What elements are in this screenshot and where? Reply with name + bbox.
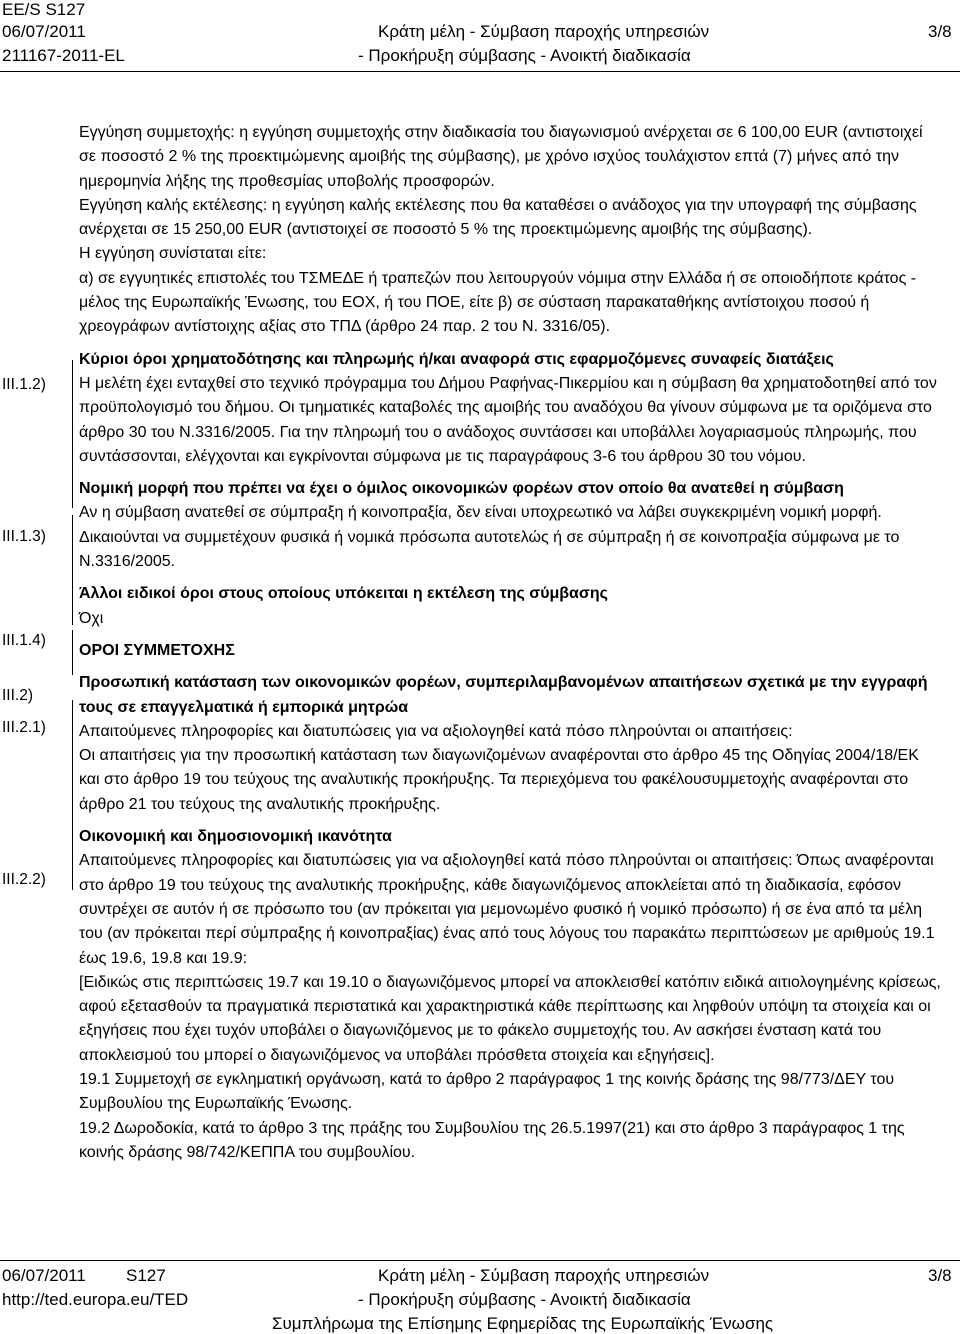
section-number-column	[0, 0, 82, 1334]
header-title-line1: Κράτη μέλη - Σύμβαση παροχής υπηρεσιών	[378, 22, 710, 41]
guarantee-options-paragraph: α) σε εγγυητικές επιστολές του ΤΣΜΕΔΕ ή τραπεζών που λειτουργούν νόμιμα στην Ελλάδα ή σε οποιοδήποτε κράτος - μέλος της Ευρωπαϊκής Ένωσης, του ΕΟΧ, ή του ΠΟΕ, είτε β) σε σύσταση παρακαταθήκης αντίστοιχου ποσού ή χρεογράφων αντίστοιχης αξίας στο ΤΠΔ (άρθρο 24 παρ. 2 του Ν. 3316/05).	[79, 269, 917, 336]
personal-situation-heading: Προσωπική κατάσταση των οικονομικών φορέων, συμπεριλαμβανομένων απαιτήσεων σχετικά με την εγγραφή τους σε επαγγελματικά ή εμπορικά μητρώα	[79, 674, 928, 716]
economic-capacity-note: [Ειδικώς στις περιπτώσεις 19.7 και 19.10 ο διαγωνιζόμενος μπορεί να αποκλεισθεί κατόπιν ειδικά αιτιολογημένης κρίσεως, αφού εξετασθούν τα πραγματικά περιστατικά και χαρακτηριστικά κάθε περίπτωσης και ληφθούν υπόψη τα στοιχεία και οι εξηγήσεις που έχει τυχόν υποβάλει ο διαγωνιζόμενος με το φάκελο συμμετοχής του. Αν ασκήσει ένσταση κατά του αποκλεισμού του μπορεί ο διαγωνιζόμενος να υποβάλει πρόσθετα στοιχεία και εξηγήσεις].	[79, 973, 941, 1064]
section-divider-line	[72, 515, 73, 625]
economic-capacity-item: 19.2 Δωροδοκία, κατά το άρθρο 3 της πράξης του Συμβουλίου της 26.5.1997(21) και στο άρθρο 3 παράγραφος 1 της κοινής δράσης 98/742/ΚΕΠΠΑ του συμβουλίου.	[79, 1119, 905, 1161]
financing-heading: Κύριοι όροι χρηματοδότησης και πληρωμής ή/και αναφορά στις εφαρμοζόμενες συναφείς διατάξεις	[79, 350, 834, 368]
personal-situation-paragraph: Οι απαιτήσεις για την προσωπική κατάσταση των διαγωνιζομένων αναφέρονται στο άρθρο 45 της Οδηγίας 2004/18/ΕΚ και στο άρθρο 19 του τεύχους της αναλυτικής προκήρυξης. Τα περιεχόμενα του φακέλουσυμμετοχής αναφέρονται στο άρθρο 21 του τεύχους της αναλυτικής προκήρυξης.	[79, 747, 919, 813]
legal-form-heading: Νομική μορφή που πρέπει να έχει ο όμιλος οικονομικών φορέων στον οποίο θα ανατεθεί η σύμβαση	[79, 480, 844, 498]
section-label: III.2)	[2, 687, 34, 704]
header-ref: 211167-2011-EL	[2, 46, 125, 65]
footer-rule	[0, 1260, 960, 1261]
section-divider-line	[72, 630, 73, 675]
header-date: 06/07/2011	[2, 22, 86, 41]
financing-paragraph: Η μελέτη έχει ενταχθεί στο τεχνικό πρόγραμμα του Δήμου Ραφήνας-Πικερμίου και η σύμβαση θα χρηματοδοτηθεί από τον προϋπολογισμό του δήμου. Οι τμηματικές καταβολές της αμοιβής του αναδόχου θα γίνουν σύμφωνα με τα οριζόμενα στο άρθρο 30 του Ν.3316/2005. Για την πληρωμή του ο ανάδοχος συντάσσει και υποβάλλει λογαριασμούς πληρωμής, που συντάσσονται, ελέγχονται και εγκρίνονται σύμφωνα με τις παραγράφους 3-6 του άρθρου 30 του νόμου.	[79, 374, 937, 465]
footer-code: S127	[126, 1266, 166, 1285]
footer-page-number: 3/8	[928, 1266, 952, 1285]
doc-code: EE/S S127	[2, 0, 86, 19]
section-label: III.1.4)	[2, 632, 46, 649]
section-label: III.1.3)	[2, 528, 46, 545]
section-divider-line	[72, 700, 73, 890]
personal-situation-intro: Απαιτούμενες πληροφορίες και διατυπώσεις για να αξιολογηθεί κατά πόσο πληρούνται οι απαιτήσεις:	[79, 722, 793, 740]
footer-title-line1: Κράτη μέλη - Σύμβαση παροχής υπηρεσιών	[378, 1266, 710, 1285]
footer-title-line3: Συμπλήρωμα της Επίσημης Εφημερίδας της Ευρωπαϊκής Ένωσης	[272, 1314, 774, 1333]
performance-guarantee-paragraph: Εγγύηση καλής εκτέλεσης: η εγγύηση καλής εκτέλεσης που θα καταθέσει ο ανάδοχος για την υπογραφή της σύμβασης ανέρχεται σε 15 250,00 EUR (αντιστοιχεί σε ποσοστό 5 % της προεκτιμώμενης αμοιβής της σύμβασης).	[79, 196, 917, 239]
footer-title-line2: - Προκήρυξη σύμβασης - Ανοικτή διαδικασία	[358, 1290, 691, 1309]
section-divider-line	[72, 360, 73, 508]
section-label: III.2.1)	[2, 719, 46, 736]
page-header	[0, 0, 960, 80]
economic-capacity-item: 19.1 Συμμετοχή σε εγκληματική οργάνωση, κατά το άρθρο 2 παράγραφος 1 της κοινής δράσης της 98/773/ΔΕΥ του Συμβουλίου της Ευρωπαϊκής Ένωσης.	[79, 1070, 895, 1113]
economic-capacity-heading: Οικονομική και δημοσιονομική ικανότητα	[79, 828, 392, 846]
document-body	[79, 121, 941, 1165]
page-footer	[0, 1262, 960, 1334]
deposit-guarantee-paragraph: Εγγύηση συμμετοχής: η εγγύηση συμμετοχής στην διαδικασία του διαγωνισμού ανέρχεται σε 6 100,00 EUR (αντιστοιχεί σε ποσοστό 2 % της προεκτιμώμενης αμοιβής της σύμβασης), με χρόνο ισχύος τουλάχιστον επτά (7) μήνες από την ημερομηνία λήξης της προθεσμίας υποβολής προσφορών.	[79, 124, 923, 190]
footer-date: 06/07/2011	[2, 1266, 86, 1285]
economic-capacity-paragraph: Απαιτούμενες πληροφορίες και διατυπώσεις για να αξιολογηθεί κατά πόσο πληρούνται οι απαιτήσεις: Όπως αναφέρονται στο άρθρο 19 του τεύχους της αναλυτικής προκήρυξης, κάθε διαγωνιζόμενος αποκλείεται από τη διαδικασία, εφόσον συντρέχει σε αυτόν ή σε πρόσωπο του (αν πρόκειται για μεμονωμένο φυσικό ή νομικό πρόσωπο) ή σε ένα από τα μέλη του (αν πρόκειται περί σύμπραξης ή κοινοπραξίας) ένας από τους λόγους του παρακάτω περιπτώσεων με αριθμούς 19.1 έως 19.6, 19.8 και 19.9:	[79, 852, 935, 967]
participation-conditions-heading: ΟΡΟΙ ΣΥΜΜΕΤΟΧΗΣ	[79, 641, 235, 659]
section-label: III.1.2)	[2, 376, 46, 393]
legal-form-paragraph: Αν η σύμβαση ανατεθεί σε σύμπραξη ή κοινοπραξία, δεν είναι υποχρεωτικό να λάβει συγκεκριμένη νομική μορφή. Δικαιούνται να συμμετέχουν φυσικά ή νομικά πρόσωπα αυτοτελώς ή σε σύμπραξη ή σε κοινοπραξία σύμφωνα με το Ν.3316/2005.	[79, 504, 900, 571]
guarantee-form-paragraph: Η εγγύηση συνίσταται είτε:	[79, 245, 267, 263]
header-rule	[0, 71, 960, 72]
footer-url-link[interactable]: http://ted.europa.eu/TED	[2, 1290, 189, 1309]
other-conditions-value: Όχι	[79, 609, 104, 627]
header-title-line2: - Προκήρυξη σύμβασης - Ανοικτή διαδικασία	[358, 46, 691, 65]
section-label: III.2.2)	[2, 871, 46, 888]
other-conditions-heading: Άλλοι ειδικοί όροι στους οποίους υπόκειται η εκτέλεση της σύμβασης	[79, 585, 608, 603]
header-page-number: 3/8	[928, 22, 952, 41]
